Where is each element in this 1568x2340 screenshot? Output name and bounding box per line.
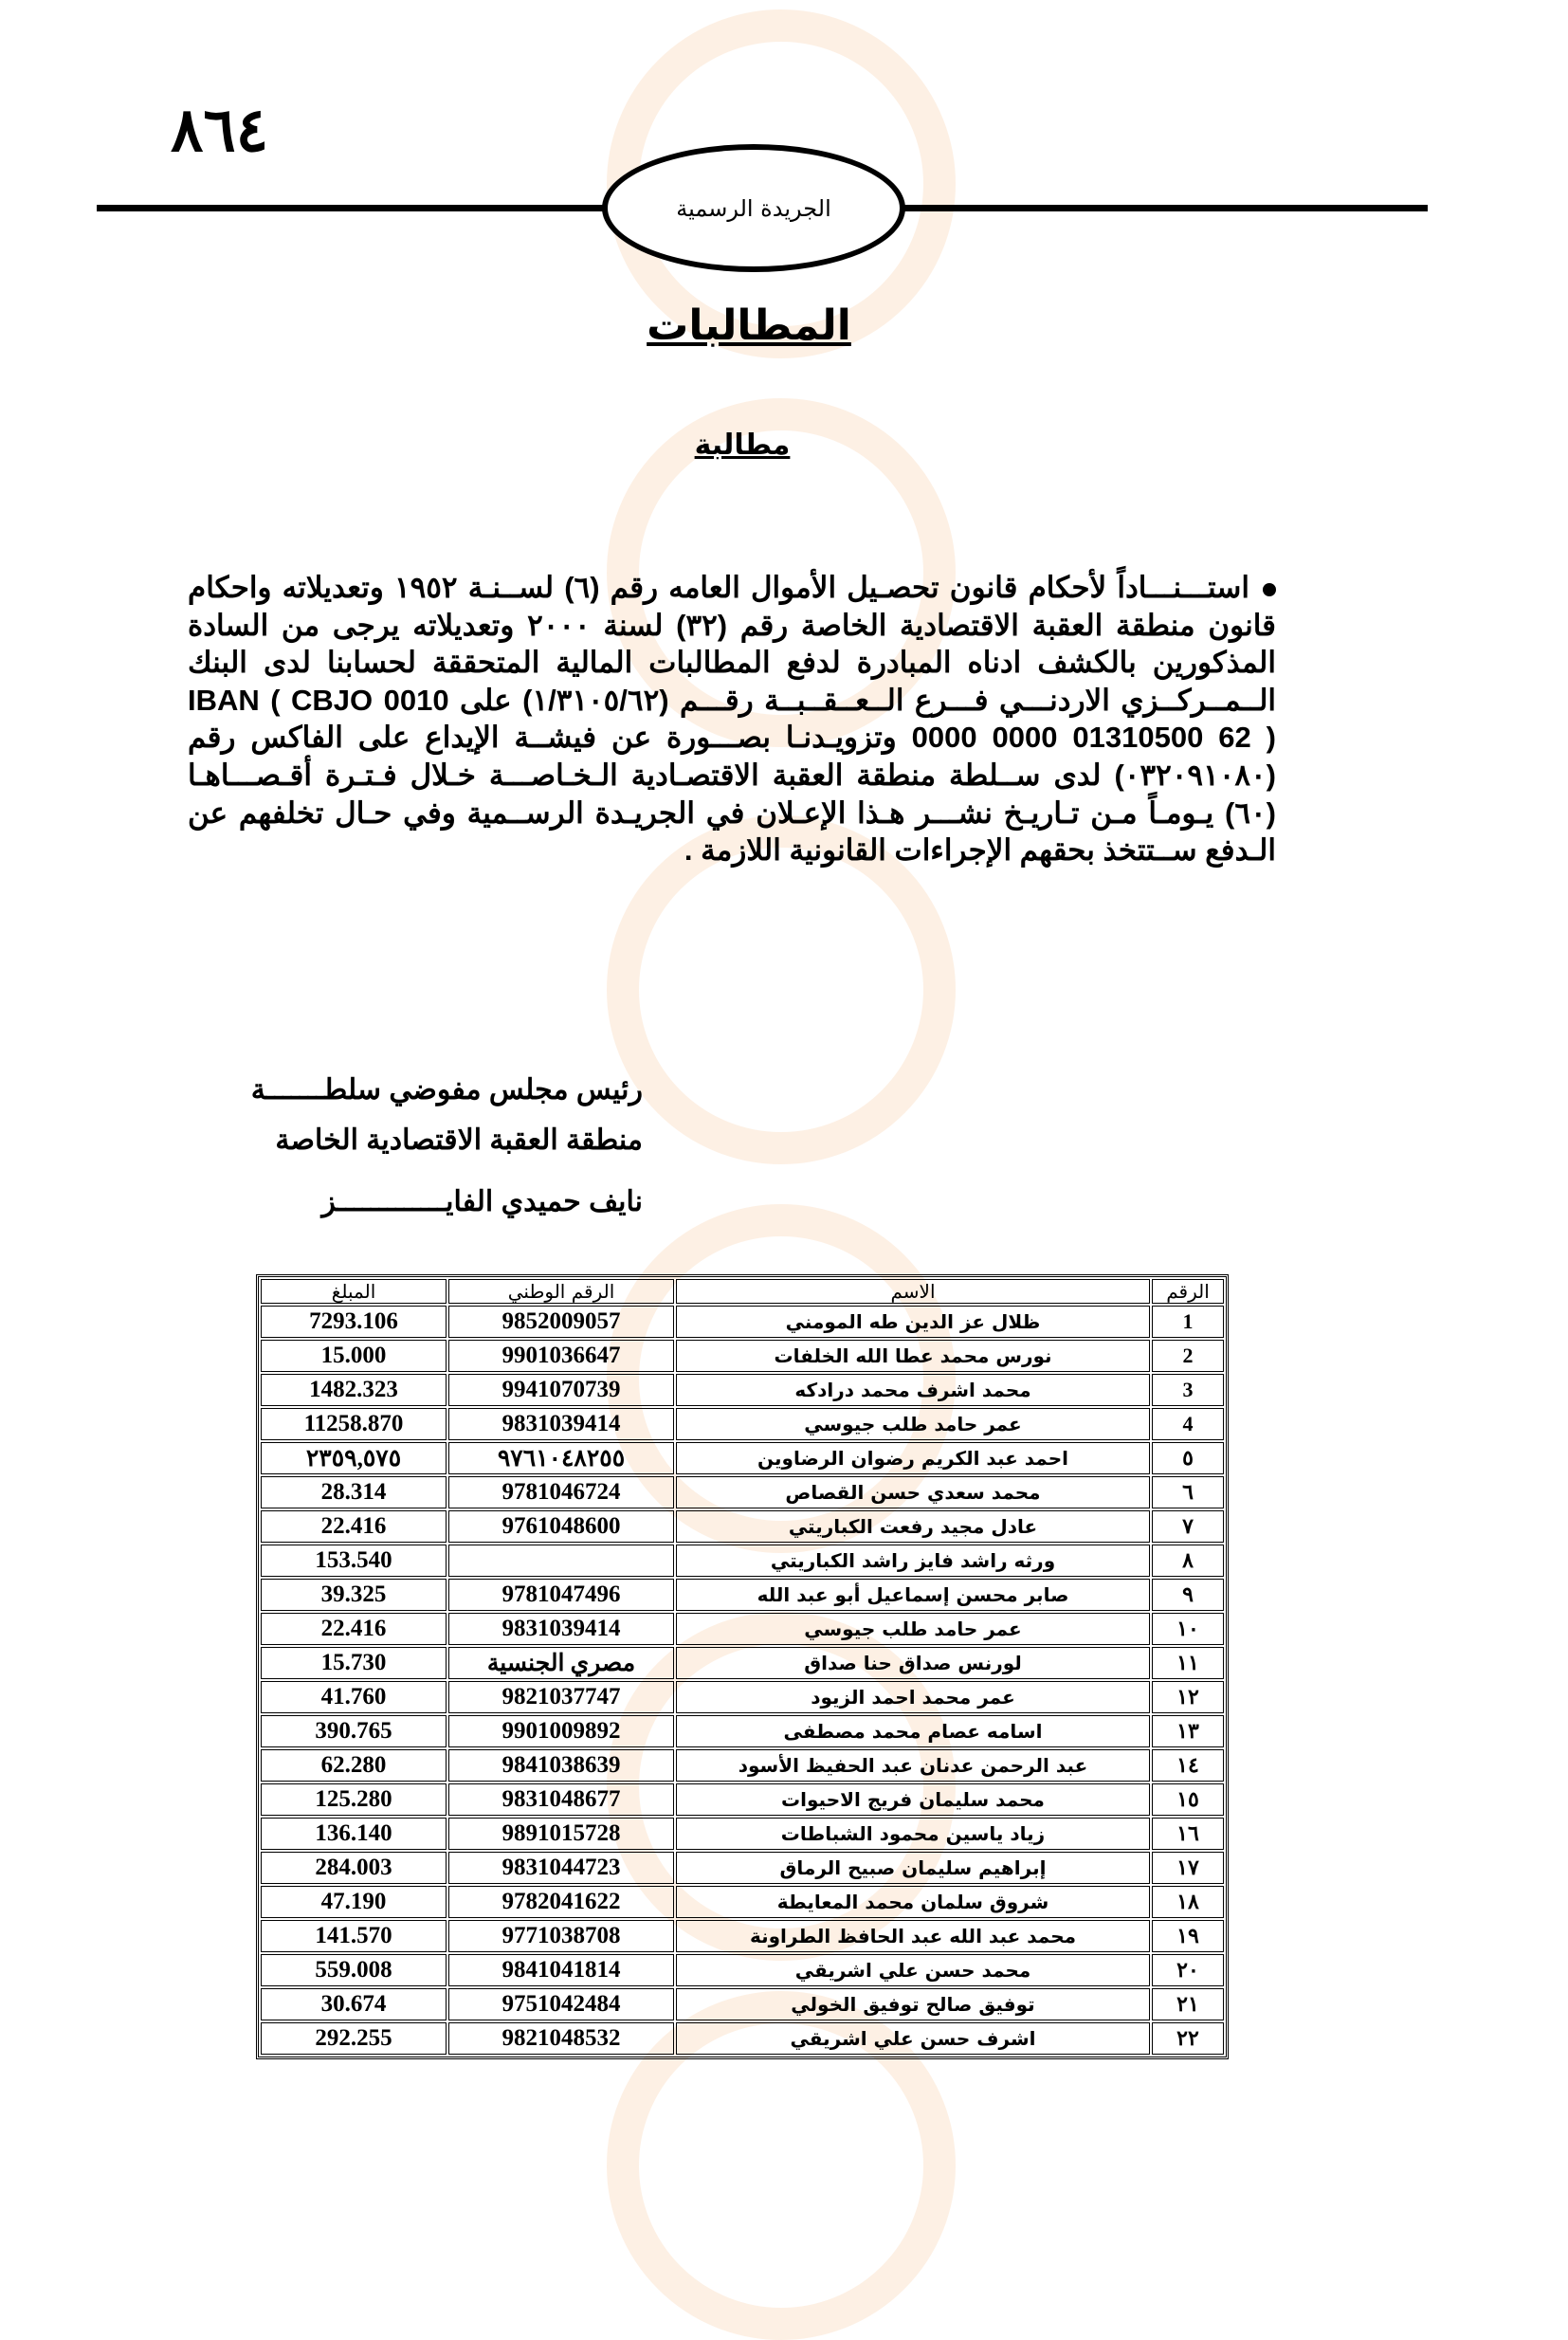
table-row <box>261 1306 1224 1338</box>
signature-title-line1: رئيس مجلس مفوضي سلطـــــــة <box>250 1074 643 1106</box>
header-num: الرقم <box>1152 1279 1224 1304</box>
row-name: نورس محمد عطا الله الخلفات <box>676 1340 1150 1372</box>
table-row <box>261 1442 1224 1474</box>
row-national-id: 9841041814 <box>448 1954 674 1986</box>
row-national-id: 9901036647 <box>448 1340 674 1372</box>
row-name: عمر محمد احمد الزيود <box>676 1681 1150 1713</box>
row-national-id: 9831044723 <box>448 1852 674 1884</box>
row-amount: 136.140 <box>261 1818 447 1850</box>
row-amount: 41.760 <box>261 1681 447 1713</box>
table-header-row <box>261 1279 1224 1304</box>
row-national-id: 9852009057 <box>448 1306 674 1338</box>
row-name: شروق سلمان محمد المعايطة <box>676 1886 1150 1918</box>
table-row <box>261 1749 1224 1782</box>
row-number: ١٦ <box>1152 1818 1224 1850</box>
row-national-id: 9841038639 <box>448 1749 674 1782</box>
row-number: ١٢ <box>1152 1681 1224 1713</box>
table-row <box>261 1340 1224 1372</box>
row-national-id: 9941070739 <box>448 1374 674 1406</box>
row-amount: ٢٣٥٩,٥٧٥ <box>261 1442 447 1474</box>
row-name: لورنس صداق حنا صداق <box>676 1647 1150 1679</box>
row-number: ٢٠ <box>1152 1954 1224 1986</box>
row-number: 4 <box>1152 1408 1224 1440</box>
section-subtitle: مطالبة <box>694 429 791 462</box>
table-row <box>261 2022 1224 2055</box>
table-row <box>261 1476 1224 1508</box>
row-name: عمر حامد طلب جيوسي <box>676 1408 1150 1440</box>
table-row <box>261 1579 1224 1611</box>
row-amount: 141.570 <box>261 1920 447 1952</box>
row-name: إبراهيم سليمان صبيح الرماق <box>676 1852 1150 1884</box>
gazette-header-oval <box>602 144 905 272</box>
row-amount: 390.765 <box>261 1715 447 1747</box>
page-title: المطالبات <box>647 302 851 350</box>
row-national-id: مصري الجنسية <box>448 1647 674 1679</box>
row-name: زياد ياسين محمود الشباطات <box>676 1818 1150 1850</box>
bullet-icon <box>1263 583 1276 596</box>
row-name: اشرف حسن علي اشريقي <box>676 2022 1150 2055</box>
row-national-id: 9761048600 <box>448 1510 674 1543</box>
row-amount: 47.190 <box>261 1886 447 1918</box>
row-amount: 559.008 <box>261 1954 447 1986</box>
row-name: محمد حسن علي اشريقي <box>676 1954 1150 1986</box>
row-number: ١٥ <box>1152 1783 1224 1816</box>
table-row <box>261 1818 1224 1850</box>
row-amount: 28.314 <box>261 1476 447 1508</box>
table-row <box>261 1783 1224 1816</box>
row-name: محمد عبد الله عبد الحافظ الطراونة <box>676 1920 1150 1952</box>
row-national-id <box>448 1545 674 1577</box>
row-amount: 39.325 <box>261 1579 447 1611</box>
row-amount: 15.000 <box>261 1340 447 1372</box>
row-national-id: 9821037747 <box>448 1681 674 1713</box>
row-amount: 15.730 <box>261 1647 447 1679</box>
row-amount: 292.255 <box>261 2022 447 2055</box>
row-amount: 284.003 <box>261 1852 447 1884</box>
claims-table <box>256 1274 1229 2059</box>
table-row <box>261 1988 1224 2020</box>
row-number: ٢١ <box>1152 1988 1224 2020</box>
row-national-id: 9821048532 <box>448 2022 674 2055</box>
table-row <box>261 1681 1224 1713</box>
row-name: محمد اشرف محمد درادكه <box>676 1374 1150 1406</box>
claim-text: استـــنـــاداً لأحكام قانون تحصـيل الأموال العامه رقم (٦) لســنـة ١٩٥٢ وتعديلاته واحكام قانون منطقة العقبة الاقتصادية الخاصة رقم (٣٢) لسنة ٢٠٠٠ وتعديلاته يرجى من السادة المذكورين بالكشف ادناه المبادرة لدفع المطالبات المالية المتحققة لحسابنا لدى البنك الــمــركــزي الاردنـــي فـــرع الــعــقــبــة رقـــم (١/٣١٠٥/٦٢) على IBAN ( CBJO 0010 0000 0000 01310500 62 ) وتزويـدنـا بصـــورة عن فيشــة الإيداع على الفاكس رقم (٠٣٢٠٩١٠٨٠) لدى ســلطة منطقة العقبة الاقتصـادية الـخـاصـــة خـلال فـتـرة أقـصـــاهـا (٦٠) يـومـاً مـن تـاريـخ نشـــر هـذا الإعـلان في الجريـدة الرســمية وفي حـال تخلفهم عن الـدفع ســتتخذ بحقهم الإجراءات القانونية اللازمة . <box>188 571 1276 868</box>
row-name: احمد عبد الكريم رضوان الرضاوين <box>676 1442 1150 1474</box>
row-amount: 30.674 <box>261 1988 447 2020</box>
row-national-id: 9891015728 <box>448 1818 674 1850</box>
row-amount: 153.540 <box>261 1545 447 1577</box>
row-name: محمد سليمان فريج الاحيوات <box>676 1783 1150 1816</box>
row-number: 3 <box>1152 1374 1224 1406</box>
signature-title-line2: منطقة العقبة الاقتصادية الخاصة <box>275 1124 643 1156</box>
row-number: 2 <box>1152 1340 1224 1372</box>
row-name: توفيق صالح توفيق الخولي <box>676 1988 1150 2020</box>
table-row <box>261 1954 1224 1986</box>
row-national-id: 9781047496 <box>448 1579 674 1611</box>
row-amount: 62.280 <box>261 1749 447 1782</box>
row-national-id: 9831039414 <box>448 1408 674 1440</box>
row-number: ١٧ <box>1152 1852 1224 1884</box>
table-row <box>261 1545 1224 1577</box>
header-amount: المبلغ <box>261 1279 447 1304</box>
table-row <box>261 1886 1224 1918</box>
row-national-id: 9771038708 <box>448 1920 674 1952</box>
row-amount: 22.416 <box>261 1510 447 1543</box>
row-name: محمد سعدي حسن القصاص <box>676 1476 1150 1508</box>
table-row <box>261 1852 1224 1884</box>
row-national-id: 9901009892 <box>448 1715 674 1747</box>
row-amount: 7293.106 <box>261 1306 447 1338</box>
table-row <box>261 1408 1224 1440</box>
table-row <box>261 1613 1224 1645</box>
row-number: 1 <box>1152 1306 1224 1338</box>
table-row <box>261 1510 1224 1543</box>
row-number: ٧ <box>1152 1510 1224 1543</box>
signature-name: نايف حميدي الفايـــــــــــــز <box>321 1186 643 1217</box>
table-row <box>261 1647 1224 1679</box>
row-amount: 22.416 <box>261 1613 447 1645</box>
row-national-id: 9751042484 <box>448 1988 674 2020</box>
row-number: ١٩ <box>1152 1920 1224 1952</box>
row-number: ٦ <box>1152 1476 1224 1508</box>
row-name: عبد الرحمن عدنان عبد الحفيظ الأسود <box>676 1749 1150 1782</box>
row-number: ٥ <box>1152 1442 1224 1474</box>
claim-paragraph <box>188 569 1276 869</box>
row-national-id: 9782041622 <box>448 1886 674 1918</box>
row-national-id: 9781046724 <box>448 1476 674 1508</box>
row-national-id: 9831039414 <box>448 1613 674 1645</box>
row-number: ٨ <box>1152 1545 1224 1577</box>
row-amount: 1482.323 <box>261 1374 447 1406</box>
row-number: ١٤ <box>1152 1749 1224 1782</box>
header-national-id: الرقم الوطني <box>448 1279 674 1304</box>
row-name: ورثه راشد فايز راشد الكباريتي <box>676 1545 1150 1577</box>
row-number: ١٠ <box>1152 1613 1224 1645</box>
table-row <box>261 1920 1224 1952</box>
table-row <box>261 1374 1224 1406</box>
row-number: ١١ <box>1152 1647 1224 1679</box>
row-national-id: 9831048677 <box>448 1783 674 1816</box>
row-name: اسامه عصام محمد مصطفى <box>676 1715 1150 1747</box>
row-national-id: ٩٧٦١٠٤٨٢٥٥ <box>448 1442 674 1474</box>
row-amount: 125.280 <box>261 1783 447 1816</box>
row-number: ٩ <box>1152 1579 1224 1611</box>
row-number: ١٣ <box>1152 1715 1224 1747</box>
gazette-name: الجريدة الرسمية <box>676 194 831 222</box>
row-name: عادل مجيد رفعت الكباريتي <box>676 1510 1150 1543</box>
page-number: ٨٦٤ <box>171 95 269 166</box>
row-name: صابر محسن إسماعيل أبو عبد الله <box>676 1579 1150 1611</box>
row-number: ١٨ <box>1152 1886 1224 1918</box>
table-row <box>261 1715 1224 1747</box>
row-number: ٢٢ <box>1152 2022 1224 2055</box>
row-name: عمر حامد طلب جيوسي <box>676 1613 1150 1645</box>
header-name: الاسم <box>676 1279 1150 1304</box>
row-name: ظلال عز الدين طه المومني <box>676 1306 1150 1338</box>
row-amount: 11258.870 <box>261 1408 447 1440</box>
